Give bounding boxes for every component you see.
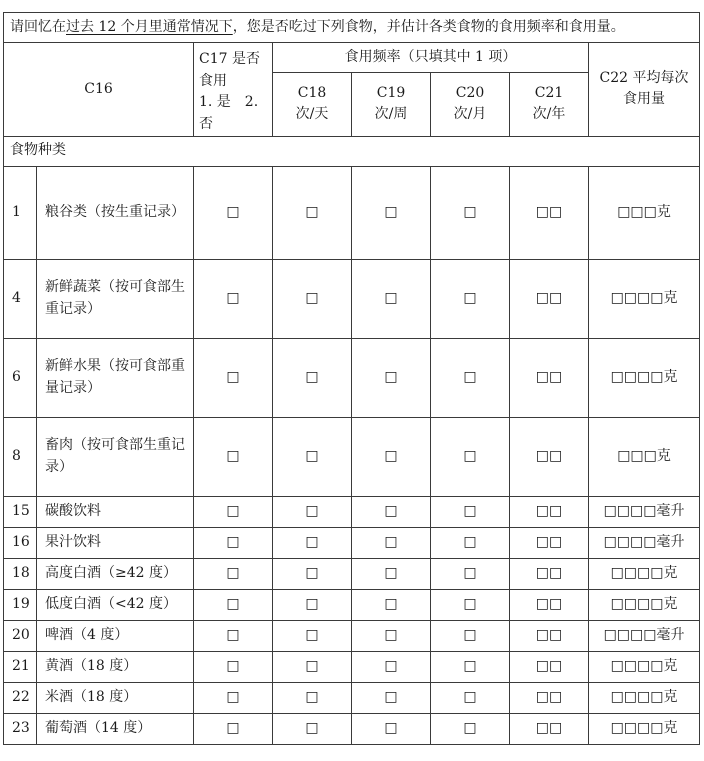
checkbox-c21[interactable]: □□	[510, 713, 589, 744]
food-frequency-table	[3, 12, 700, 745]
table-row	[4, 259, 700, 338]
checkbox-c21[interactable]: □□	[510, 558, 589, 589]
header-c21	[510, 72, 589, 136]
instruction-row	[4, 13, 700, 43]
checkbox-c21[interactable]: □□	[510, 527, 589, 558]
header-c18-code: C18	[297, 84, 327, 101]
checkbox-c19[interactable]: □	[352, 166, 431, 259]
checkbox-c18[interactable]: □	[273, 166, 352, 259]
amount-c22[interactable]: □□□□克	[589, 682, 700, 713]
header-c21-unit: 次/年	[532, 106, 566, 123]
food-name: 畜肉（按可食部生重记录）	[37, 417, 194, 496]
checkbox-c20[interactable]: □	[431, 682, 510, 713]
row-number: 21	[4, 651, 37, 682]
header-c19	[352, 72, 431, 136]
checkbox-c21[interactable]: □□	[510, 620, 589, 651]
amount-c22[interactable]: □□□□克	[589, 558, 700, 589]
checkbox-c17[interactable]: □	[194, 259, 273, 338]
checkbox-c19[interactable]: □	[352, 558, 431, 589]
checkbox-c19[interactable]: □	[352, 527, 431, 558]
row-number: 16	[4, 527, 37, 558]
checkbox-c20[interactable]: □	[431, 496, 510, 527]
amount-c22[interactable]: □□□□克	[589, 338, 700, 417]
checkbox-c21[interactable]: □□	[510, 496, 589, 527]
checkbox-c21[interactable]: □□	[510, 651, 589, 682]
row-number: 15	[4, 496, 37, 527]
checkbox-c21[interactable]: □□	[510, 682, 589, 713]
checkbox-c19[interactable]: □	[352, 589, 431, 620]
table-row	[4, 558, 700, 589]
row-number: 19	[4, 589, 37, 620]
checkbox-c19[interactable]: □	[352, 620, 431, 651]
row-number: 8	[4, 417, 37, 496]
table-row	[4, 338, 700, 417]
header-c17-line3: 1. 是 2. 否	[199, 94, 259, 133]
checkbox-c19[interactable]: □	[352, 496, 431, 527]
checkbox-c20[interactable]: □	[431, 166, 510, 259]
amount-c22[interactable]: □□□□毫升	[589, 527, 700, 558]
food-name: 粮谷类（按生重记录）	[37, 166, 194, 259]
table-row	[4, 713, 700, 744]
checkbox-c17[interactable]: □	[194, 620, 273, 651]
header-c19-code: C19	[376, 84, 406, 101]
table-row	[4, 651, 700, 682]
checkbox-c18[interactable]: □	[273, 338, 352, 417]
checkbox-c21[interactable]: □□	[510, 417, 589, 496]
checkbox-c20[interactable]: □	[431, 620, 510, 651]
instruction-underlined: 过去 12 个月里通常情况下	[66, 18, 233, 35]
checkbox-c19[interactable]: □	[352, 417, 431, 496]
food-name: 葡萄酒（14 度）	[37, 713, 194, 744]
checkbox-c17[interactable]: □	[194, 527, 273, 558]
checkbox-c21[interactable]: □□	[510, 259, 589, 338]
checkbox-c18[interactable]: □	[273, 682, 352, 713]
amount-c22[interactable]: □□□□毫升	[589, 496, 700, 527]
checkbox-c18[interactable]: □	[273, 620, 352, 651]
amount-c22[interactable]: □□□□克	[589, 713, 700, 744]
header-c21-code: C21	[534, 84, 564, 101]
checkbox-c19[interactable]: □	[352, 338, 431, 417]
header-c22	[589, 43, 700, 137]
amount-c22[interactable]: □□□□克	[589, 259, 700, 338]
checkbox-c17[interactable]: □	[194, 166, 273, 259]
checkbox-c20[interactable]: □	[431, 259, 510, 338]
header-c18	[273, 72, 352, 136]
checkbox-c19[interactable]: □	[352, 651, 431, 682]
row-number: 1	[4, 166, 37, 259]
header-c17-line1: C17 是否	[199, 51, 260, 67]
row-number: 18	[4, 558, 37, 589]
checkbox-c20[interactable]: □	[431, 558, 510, 589]
checkbox-c20[interactable]: □	[431, 713, 510, 744]
checkbox-c20[interactable]: □	[431, 589, 510, 620]
instruction-text	[4, 13, 700, 43]
table-row	[4, 496, 700, 527]
section-label: 食物种类	[4, 136, 700, 166]
row-number: 20	[4, 620, 37, 651]
header-c17	[194, 43, 273, 137]
row-number: 6	[4, 338, 37, 417]
amount-c22[interactable]: □□□克	[589, 166, 700, 259]
checkbox-c18[interactable]: □	[273, 417, 352, 496]
checkbox-c21[interactable]: □□	[510, 338, 589, 417]
checkbox-c18[interactable]: □	[273, 259, 352, 338]
checkbox-c18[interactable]: □	[273, 496, 352, 527]
food-name: 碳酸饮料	[37, 496, 194, 527]
checkbox-c20[interactable]: □	[431, 338, 510, 417]
amount-c22[interactable]: □□□□克	[589, 589, 700, 620]
row-number: 23	[4, 713, 37, 744]
amount-c22[interactable]: □□□□克	[589, 651, 700, 682]
checkbox-c17[interactable]: □	[194, 558, 273, 589]
header-c20-unit: 次/月	[453, 106, 487, 123]
checkbox-c18[interactable]: □	[273, 527, 352, 558]
food-name: 啤酒（4 度）	[37, 620, 194, 651]
food-name: 新鲜水果（按可食部重量记录）	[37, 338, 194, 417]
checkbox-c20[interactable]: □	[431, 651, 510, 682]
checkbox-c17[interactable]: □	[194, 589, 273, 620]
checkbox-c19[interactable]: □	[352, 713, 431, 744]
table-row	[4, 417, 700, 496]
checkbox-c17[interactable]: □	[194, 651, 273, 682]
header-c22-line2: 食用量	[623, 91, 666, 108]
header-c18-unit: 次/天	[295, 106, 329, 123]
checkbox-c20[interactable]: □	[431, 527, 510, 558]
food-name: 果汁饮料	[37, 527, 194, 558]
header-c16: C16	[4, 43, 194, 137]
checkbox-c18[interactable]: □	[273, 558, 352, 589]
table-row	[4, 166, 700, 259]
checkbox-c18[interactable]: □	[273, 589, 352, 620]
food-name: 米酒（18 度）	[37, 682, 194, 713]
checkbox-c17[interactable]: □	[194, 713, 273, 744]
table-row	[4, 589, 700, 620]
food-name: 高度白酒（≥42 度）	[37, 558, 194, 589]
checkbox-c18[interactable]: □	[273, 651, 352, 682]
header-c19-unit: 次/周	[374, 106, 408, 123]
table-row	[4, 682, 700, 713]
checkbox-c20[interactable]: □	[431, 417, 510, 496]
amount-c22[interactable]: □□□□毫升	[589, 620, 700, 651]
food-name: 黄酒（18 度）	[37, 651, 194, 682]
header-c17-line2: 食用	[199, 72, 227, 89]
food-name: 低度白酒（<42 度）	[37, 589, 194, 620]
header-c20	[431, 72, 510, 136]
header-row-1	[4, 43, 700, 73]
instruction-before: 请回忆在	[10, 18, 66, 35]
checkbox-c19[interactable]: □	[352, 682, 431, 713]
header-c22-line1: C22 平均每次	[599, 69, 689, 86]
header-frequency: 食用频率（只填其中 1 项）	[273, 43, 589, 73]
table-row	[4, 620, 700, 651]
food-name: 新鲜蔬菜（按可食部生重记录）	[37, 259, 194, 338]
checkbox-c17[interactable]: □	[194, 417, 273, 496]
row-number: 4	[4, 259, 37, 338]
checkbox-c17[interactable]: □	[194, 496, 273, 527]
instruction-after: ，您是否吃过下列食物，并估计各类食物的食用频率和食用量。	[232, 18, 625, 35]
table-row	[4, 527, 700, 558]
section-row	[4, 136, 700, 166]
checkbox-c19[interactable]: □	[352, 259, 431, 338]
header-c20-code: C20	[455, 84, 485, 101]
checkbox-c17[interactable]: □	[194, 682, 273, 713]
checkbox-c21[interactable]: □□	[510, 589, 589, 620]
amount-c22[interactable]: □□□克	[589, 417, 700, 496]
checkbox-c18[interactable]: □	[273, 713, 352, 744]
row-number: 22	[4, 682, 37, 713]
checkbox-c21[interactable]: □□	[510, 166, 589, 259]
checkbox-c17[interactable]: □	[194, 338, 273, 417]
